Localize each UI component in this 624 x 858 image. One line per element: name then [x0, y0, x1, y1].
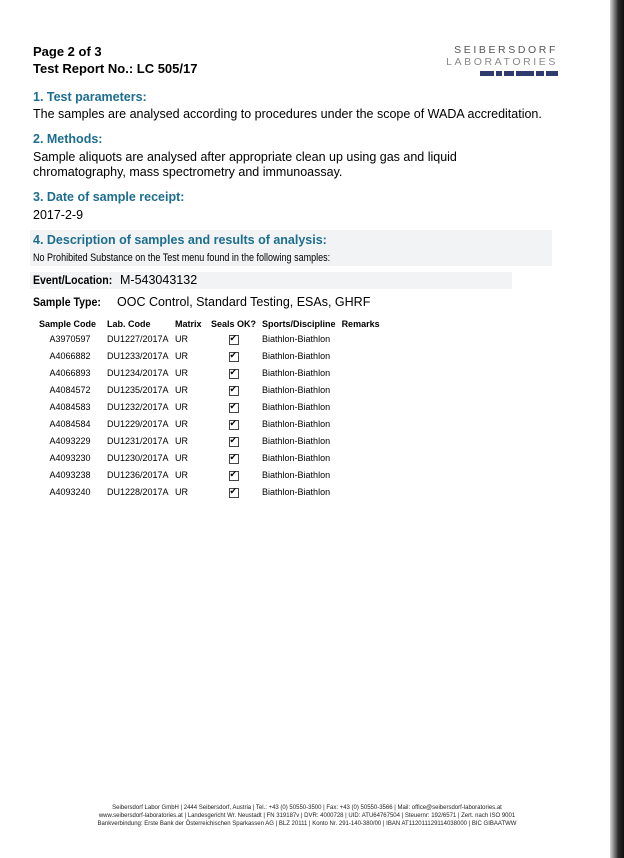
matrix-cell: UR — [175, 418, 188, 429]
sample-code-cell: A4084584 — [49, 418, 91, 429]
logo-text-line1: SEIBERSDORF — [454, 44, 558, 56]
seals-ok-cell — [208, 483, 259, 500]
matrix-cell: UR — [175, 401, 188, 412]
logo-bar — [446, 71, 558, 76]
table-row — [36, 466, 383, 483]
table-row — [36, 398, 383, 415]
table-row — [36, 483, 383, 500]
remarks-cell — [339, 432, 383, 449]
sample-code-cell: A4084583 — [49, 401, 91, 412]
checkbox-checked-icon — [229, 454, 239, 464]
table-row — [36, 381, 383, 398]
event-value: M-543043132 — [120, 273, 198, 287]
lab-code-cell: DU1229/2017A — [107, 418, 169, 429]
sport-cell: Biathlon-Biathlon — [262, 401, 331, 412]
lab-code-cell: DU1231/2017A — [107, 435, 169, 446]
section-results-text: No Prohibited Substance on the Test menu found in the following samples: — [33, 252, 331, 264]
header-sample-code: Sample Code — [39, 318, 97, 329]
checkbox-checked-icon — [229, 335, 239, 345]
matrix-cell: UR — [175, 350, 188, 361]
sample-code-cell: A4066893 — [49, 367, 91, 378]
sport-cell: Biathlon-Biathlon — [262, 486, 331, 497]
header-seals-ok: Seals OK? — [211, 318, 257, 329]
samples-table — [36, 317, 383, 500]
sample-type-value: OOC Control, Standard Testing, ESAs, GHRF — [117, 295, 371, 309]
lab-code-cell: DU1233/2017A — [107, 350, 169, 361]
lab-code-cell: DU1236/2017A — [107, 469, 169, 480]
table-row — [36, 330, 383, 347]
lab-code-cell: DU1232/2017A — [107, 401, 169, 412]
lab-code-cell: DU1228/2017A — [107, 486, 169, 497]
section-methods-text-line1: Sample aliquots are analysed after appropriate clean up using gas and liquid — [33, 150, 457, 164]
checkbox-checked-icon — [229, 420, 239, 430]
remarks-cell — [339, 330, 383, 347]
page-number: Page 2 of 3 — [33, 44, 102, 59]
seals-ok-cell — [208, 398, 259, 415]
remarks-cell — [339, 483, 383, 500]
remarks-cell — [339, 381, 383, 398]
checkbox-checked-icon — [229, 437, 239, 447]
header-sports-discipline: Sports/Discipline — [262, 318, 336, 329]
header-lab-code: Lab. Code — [107, 318, 151, 329]
table-header-row — [36, 317, 383, 330]
footer-line2: www.seibersdorf-laboratories.at | Landesgericht Wr. Neustadt | FN 319187v | DVR: 4000728 | UID: ATU64767504 | Steuernr: 192/6571 | Zert. nach ISO 9001 — [98, 813, 516, 819]
sample-code-cell: A4084572 — [49, 384, 91, 395]
sport-cell: Biathlon-Biathlon — [262, 418, 331, 429]
lab-code-cell: DU1230/2017A — [107, 452, 169, 463]
logo-text-line2: LABORATORIES — [446, 56, 558, 68]
sport-cell: Biathlon-Biathlon — [262, 350, 331, 361]
lab-code-cell: DU1235/2017A — [107, 384, 169, 395]
checkbox-checked-icon — [229, 369, 239, 379]
checkbox-checked-icon — [229, 386, 239, 396]
sport-cell: Biathlon-Biathlon — [262, 435, 331, 446]
report-number: Test Report No.: LC 505/17 — [33, 61, 198, 76]
checkbox-checked-icon — [229, 403, 239, 413]
section-test-parameters-title: 1. Test parameters: — [33, 90, 147, 104]
remarks-cell — [339, 415, 383, 432]
section-methods-title: 2. Methods: — [33, 132, 103, 146]
checkbox-checked-icon — [229, 488, 239, 498]
sport-cell: Biathlon-Biathlon — [262, 367, 331, 378]
table-row — [36, 432, 383, 449]
matrix-cell: UR — [175, 384, 188, 395]
event-label: Event/Location: — [33, 273, 113, 287]
company-logo — [446, 45, 558, 76]
sport-cell: Biathlon-Biathlon — [262, 452, 331, 463]
sample-type-label: Sample Type: — [33, 295, 101, 309]
footer-line1: Seibersdorf Labor GmbH | 2444 Seibersdorf, Austria | Tel.: +43 (0) 50550-3500 | Fax: +43 (0) 50550-3566 | Mail: office@seibersdorf-laboratories.at — [112, 805, 502, 811]
seals-ok-cell — [208, 432, 259, 449]
seals-ok-cell — [208, 347, 259, 364]
sample-code-cell: A3970597 — [49, 333, 91, 344]
sample-code-cell: A4093229 — [49, 435, 91, 446]
lab-code-cell: DU1227/2017A — [107, 333, 169, 344]
seals-ok-cell — [208, 466, 259, 483]
seals-ok-cell — [208, 330, 259, 347]
matrix-cell: UR — [175, 333, 188, 344]
seals-ok-cell — [208, 381, 259, 398]
sample-code-cell: A4093240 — [49, 486, 91, 497]
section-date-title: 3. Date of sample receipt: — [33, 190, 185, 204]
lab-code-cell: DU1234/2017A — [107, 367, 169, 378]
table-row — [36, 415, 383, 432]
sample-code-cell: A4093238 — [49, 469, 91, 480]
section-test-parameters-text: The samples are analysed according to procedures under the scope of WADA accreditation. — [33, 107, 542, 121]
matrix-cell: UR — [175, 486, 188, 497]
sample-code-cell: A4066882 — [49, 350, 91, 361]
remarks-cell — [339, 364, 383, 381]
matrix-cell: UR — [175, 469, 188, 480]
remarks-cell — [339, 466, 383, 483]
section-results-title: 4. Description of samples and results of analysis: — [33, 233, 327, 247]
footer-line3: Bankverbindung: Erste Bank der Österreichischen Sparkassen AG | BLZ 20111 | Konto Nr. 291-140-380/00 | IBAN AT112011129114038000 | BIC GIBAATWW — [97, 821, 517, 827]
checkbox-checked-icon — [229, 352, 239, 362]
page-edge — [610, 0, 624, 858]
sport-cell: Biathlon-Biathlon — [262, 384, 331, 395]
remarks-cell — [339, 449, 383, 466]
section-methods-text-line2: chromatography, mass spectrometry and immunoassay. — [33, 165, 343, 179]
sport-cell: Biathlon-Biathlon — [262, 469, 331, 480]
remarks-cell — [339, 347, 383, 364]
checkbox-checked-icon — [229, 471, 239, 481]
table-row — [36, 364, 383, 381]
section-date-text: 2017-2-9 — [33, 208, 84, 222]
matrix-cell: UR — [175, 452, 188, 463]
remarks-cell — [339, 398, 383, 415]
table-row — [36, 347, 383, 364]
header-matrix: Matrix — [175, 318, 202, 329]
matrix-cell: UR — [175, 367, 188, 378]
seals-ok-cell — [208, 449, 259, 466]
sport-cell: Biathlon-Biathlon — [262, 333, 331, 344]
matrix-cell: UR — [175, 435, 188, 446]
seals-ok-cell — [208, 364, 259, 381]
page-footer — [30, 804, 584, 828]
table-row — [36, 449, 383, 466]
seals-ok-cell — [208, 415, 259, 432]
header-remarks: Remarks — [341, 318, 380, 329]
sample-code-cell: A4093230 — [49, 452, 91, 463]
